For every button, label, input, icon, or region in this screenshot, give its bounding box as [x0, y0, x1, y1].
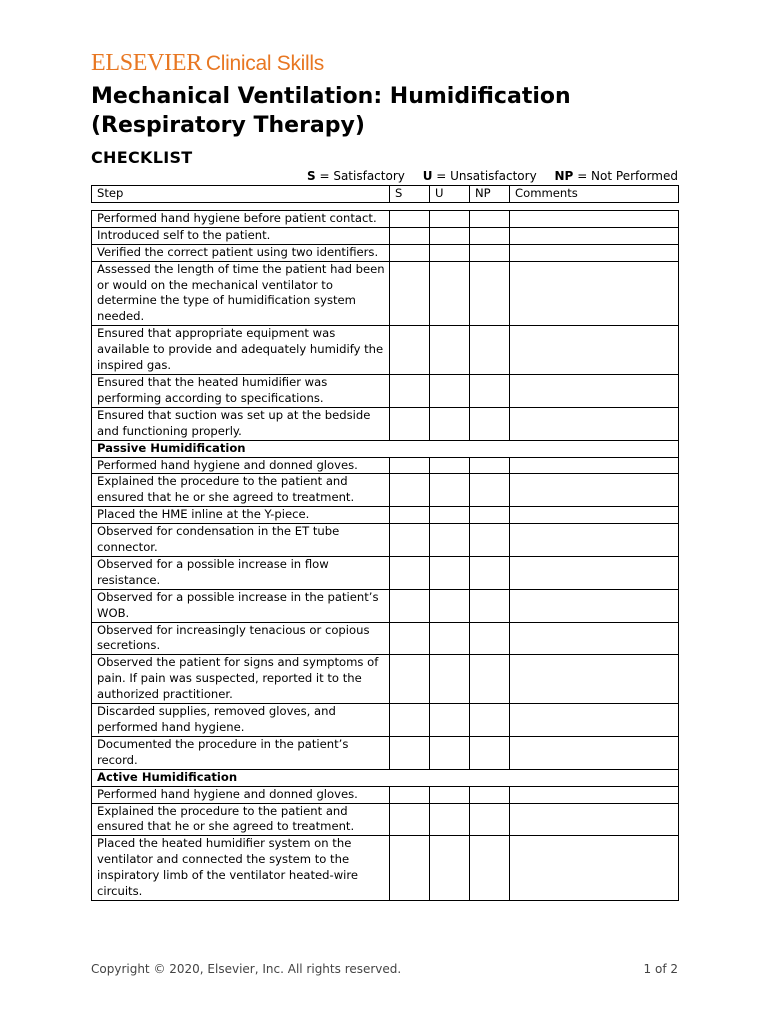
header-s: S — [390, 186, 430, 203]
np-cell[interactable] — [470, 524, 510, 557]
table-row — [92, 655, 679, 704]
u-cell[interactable] — [430, 622, 470, 655]
u-cell[interactable] — [430, 210, 470, 227]
u-cell[interactable] — [430, 457, 470, 474]
u-cell[interactable] — [430, 244, 470, 261]
section-header-row — [92, 440, 679, 457]
brand-product: Clinical Skills — [205, 52, 324, 75]
checklist-heading: CHECKLIST — [91, 148, 193, 167]
s-cell[interactable] — [390, 507, 430, 524]
np-cell[interactable] — [470, 407, 510, 440]
u-cell[interactable] — [430, 326, 470, 375]
step-text: Observed the patient for signs and symptoms of pain. If pain was suspected, reported it to the authorized practitioner. — [92, 655, 390, 704]
s-cell[interactable] — [390, 736, 430, 769]
section-title: Active Humidification — [92, 769, 679, 786]
legend-s-key: S — [306, 169, 316, 183]
np-cell[interactable] — [470, 704, 510, 737]
np-cell[interactable] — [470, 556, 510, 589]
u-cell[interactable] — [430, 524, 470, 557]
u-cell[interactable] — [430, 836, 470, 901]
s-cell[interactable] — [390, 836, 430, 901]
table-row — [92, 786, 679, 803]
table-row — [92, 326, 679, 375]
section-title: Passive Humidification — [92, 440, 679, 457]
u-cell[interactable] — [430, 704, 470, 737]
table-row — [92, 507, 679, 524]
s-cell[interactable] — [390, 457, 430, 474]
page-title: Mechanical Ventilation: Humidification (Respiratory Therapy) — [91, 84, 571, 138]
np-cell[interactable] — [470, 786, 510, 803]
np-cell[interactable] — [470, 589, 510, 622]
table-row — [92, 803, 679, 836]
header-np: NP — [470, 186, 510, 203]
step-text: Ensured that suction was set up at the bedside and functioning properly. — [92, 407, 390, 440]
step-text: Ensured that the heated humidifier was performing according to specifications. — [92, 374, 390, 407]
s-cell[interactable] — [390, 786, 430, 803]
s-cell[interactable] — [390, 803, 430, 836]
step-text: Observed for condensation in the ET tube connector. — [92, 524, 390, 557]
s-cell[interactable] — [390, 227, 430, 244]
comments-cell[interactable] — [510, 210, 679, 227]
np-cell[interactable] — [470, 736, 510, 769]
u-cell[interactable] — [430, 655, 470, 704]
comments-cell[interactable] — [510, 655, 679, 704]
legend-u-text: = Unsatisfactory — [436, 169, 537, 183]
np-cell[interactable] — [470, 836, 510, 901]
step-text: Placed the HME inline at the Y-piece. — [92, 507, 390, 524]
header-step: Step — [92, 186, 390, 203]
step-text: Introduced self to the patient. — [92, 227, 390, 244]
page-number: 1 of 2 — [643, 962, 678, 976]
s-cell[interactable] — [390, 261, 430, 326]
np-cell[interactable] — [470, 261, 510, 326]
comments-cell[interactable] — [510, 736, 679, 769]
table-row — [92, 457, 679, 474]
s-cell[interactable] — [390, 655, 430, 704]
header-spacer — [92, 202, 679, 210]
s-cell[interactable] — [390, 524, 430, 557]
step-text: Observed for a possible increase in flow resistance. — [92, 556, 390, 589]
legend-s-text: = Satisfactory — [319, 169, 405, 183]
step-text: Explained the procedure to the patient and ensured that he or she agreed to treatment. — [92, 474, 390, 507]
comments-cell[interactable] — [510, 474, 679, 507]
u-cell[interactable] — [430, 407, 470, 440]
table-row — [92, 210, 679, 227]
step-text: Documented the procedure in the patient’s record. — [92, 736, 390, 769]
table-row — [92, 589, 679, 622]
s-cell[interactable] — [390, 374, 430, 407]
table-row — [92, 704, 679, 737]
comments-cell[interactable] — [510, 524, 679, 557]
step-text: Verified the correct patient using two identifiers. — [92, 244, 390, 261]
u-cell[interactable] — [430, 507, 470, 524]
comments-cell[interactable] — [510, 457, 679, 474]
u-cell[interactable] — [430, 556, 470, 589]
checklist-table — [91, 185, 679, 901]
np-cell[interactable] — [470, 326, 510, 375]
table-row — [92, 622, 679, 655]
np-cell[interactable] — [470, 210, 510, 227]
u-cell[interactable] — [430, 227, 470, 244]
step-text: Performed hand hygiene and donned gloves. — [92, 786, 390, 803]
table-row — [92, 556, 679, 589]
s-cell[interactable] — [390, 407, 430, 440]
legend-np-text: = Not Performed — [577, 169, 678, 183]
comments-cell[interactable] — [510, 556, 679, 589]
np-cell[interactable] — [470, 374, 510, 407]
step-text: Explained the procedure to the patient and ensured that he or she agreed to treatment. — [92, 803, 390, 836]
s-cell[interactable] — [390, 556, 430, 589]
u-cell[interactable] — [430, 261, 470, 326]
comments-cell[interactable] — [510, 407, 679, 440]
np-cell[interactable] — [470, 227, 510, 244]
page-footer — [91, 962, 678, 976]
section-header-row — [92, 769, 679, 786]
np-cell[interactable] — [470, 655, 510, 704]
np-cell[interactable] — [470, 803, 510, 836]
step-text: Observed for a possible increase in the patient’s WOB. — [92, 589, 390, 622]
s-cell[interactable] — [390, 704, 430, 737]
legend-np-key: NP — [554, 169, 574, 183]
s-cell[interactable] — [390, 589, 430, 622]
comments-cell[interactable] — [510, 803, 679, 836]
rating-legend — [91, 169, 678, 183]
table-row — [92, 474, 679, 507]
header-comments: Comments — [510, 186, 679, 203]
step-text: Observed for increasingly tenacious or copious secretions. — [92, 622, 390, 655]
comments-cell[interactable] — [510, 261, 679, 326]
table-row — [92, 374, 679, 407]
comments-cell[interactable] — [510, 374, 679, 407]
table-row — [92, 736, 679, 769]
comments-cell[interactable] — [510, 622, 679, 655]
table-row — [92, 244, 679, 261]
legend-u-key: U — [422, 169, 433, 183]
step-text: Discarded supplies, removed gloves, and performed hand hygiene. — [92, 704, 390, 737]
np-cell[interactable] — [470, 507, 510, 524]
comments-cell[interactable] — [510, 227, 679, 244]
table-row — [92, 261, 679, 326]
u-cell[interactable] — [430, 374, 470, 407]
step-text: Placed the heated humidifier system on the ventilator and connected the system to the inspiratory limb of the ventilator heated-wire circuits. — [92, 836, 390, 901]
copyright-text: Copyright © 2020, Elsevier, Inc. All rights reserved. — [91, 962, 402, 976]
brand-name: ELSEVIER — [91, 50, 202, 76]
comments-cell[interactable] — [510, 786, 679, 803]
brand-logo — [91, 50, 324, 77]
u-cell[interactable] — [430, 589, 470, 622]
step-text: Performed hand hygiene before patient contact. — [92, 210, 390, 227]
np-cell[interactable] — [470, 622, 510, 655]
np-cell[interactable] — [470, 244, 510, 261]
table-row — [92, 836, 679, 901]
comments-cell[interactable] — [510, 704, 679, 737]
s-cell[interactable] — [390, 244, 430, 261]
u-cell[interactable] — [430, 736, 470, 769]
table-row — [92, 524, 679, 557]
s-cell[interactable] — [390, 622, 430, 655]
table-row — [92, 227, 679, 244]
u-cell[interactable] — [430, 803, 470, 836]
s-cell[interactable] — [390, 210, 430, 227]
header-u: U — [430, 186, 470, 203]
checklist-body — [92, 210, 679, 900]
np-cell[interactable] — [470, 474, 510, 507]
table-row — [92, 407, 679, 440]
comments-cell[interactable] — [510, 244, 679, 261]
comments-cell[interactable] — [510, 507, 679, 524]
comments-cell[interactable] — [510, 326, 679, 375]
step-text: Ensured that appropriate equipment was available to provide and adequately humidify the inspired gas. — [92, 326, 390, 375]
u-cell[interactable] — [430, 474, 470, 507]
step-text: Performed hand hygiene and donned gloves. — [92, 457, 390, 474]
np-cell[interactable] — [470, 457, 510, 474]
table-header-row — [92, 186, 679, 203]
u-cell[interactable] — [430, 786, 470, 803]
comments-cell[interactable] — [510, 836, 679, 901]
comments-cell[interactable] — [510, 589, 679, 622]
s-cell[interactable] — [390, 474, 430, 507]
s-cell[interactable] — [390, 326, 430, 375]
step-text: Assessed the length of time the patient had been or would on the mechanical ventilator to determine the type of humidification system needed. — [92, 261, 390, 326]
